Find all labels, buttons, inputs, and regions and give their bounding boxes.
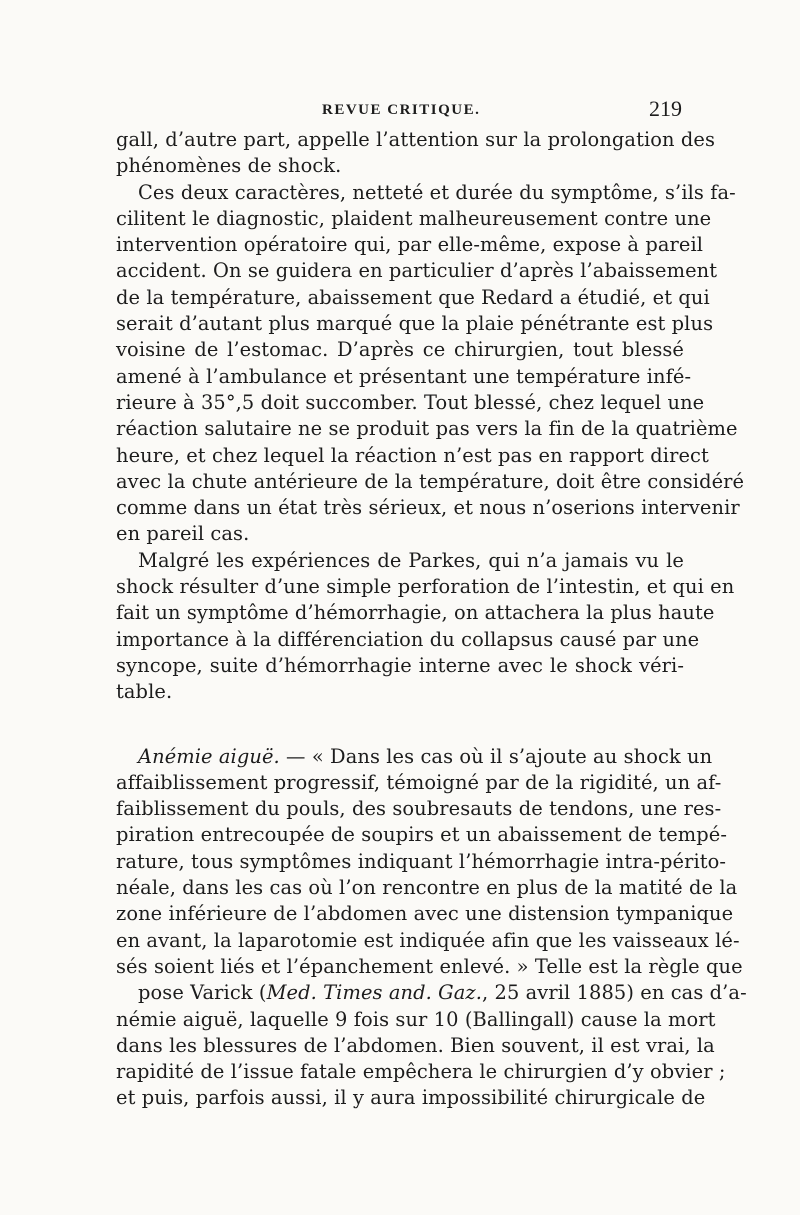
text-span: , 25 avril 1885) en cas d’a- <box>481 981 747 1005</box>
paragraph-anemie-aigue <box>116 744 747 1112</box>
text-line: accident. On se guidera en particulier d’après l’abaissement <box>116 259 718 283</box>
paragraph-1 <box>116 127 716 180</box>
text-line: réaction salutaire ne se produit pas vers la fin de la quatrième <box>116 417 738 441</box>
text-line: fait un symptôme d’hémorrhagie, on attachera la plus haute <box>116 601 715 625</box>
section-heading: Anémie aiguë. <box>138 744 280 768</box>
text-line: gall, d’autre part, appelle l’attention sur la prolongation des <box>116 128 716 151</box>
text-line <box>116 980 747 1006</box>
text-line: rature, tous symptômes indiquant l’hémorrhagie intra-périto- <box>116 849 727 873</box>
text-line: faiblissement du pouls, des soubresauts de tendons, une res- <box>116 797 722 821</box>
section-gap <box>116 706 684 744</box>
text-span: pose Varick ( <box>138 981 267 1005</box>
text-line: en avant, la laparotomie est indiquée afin que les vaisseaux lé- <box>116 928 740 952</box>
text-line: amené à l’ambulance et présentant une température infé- <box>116 364 692 388</box>
text-line: sés soient liés et l’épanchement enlevé. » Telle est la règle que <box>116 954 743 978</box>
text-line: shock résulter d’une simple perforation de l’intestin, et qui en <box>116 575 735 599</box>
text-line: syncope, suite d’hémorrhagie interne avec le shock véri- <box>116 653 684 677</box>
page-number: 219 <box>649 96 682 121</box>
text-line: importance à la différenciation du collapsus causé par une <box>116 627 700 651</box>
text-line <box>116 744 713 770</box>
citation: Med. Times and. Gaz. <box>266 981 482 1005</box>
text-line: rapidité de l’issue fatale empêchera le chirurgien d’y obvier ; <box>116 1060 726 1084</box>
page-body <box>116 127 747 1112</box>
text-line: Malgré les expériences de Parkes, qui n’a jamais vu le <box>138 548 684 572</box>
text-line: table. <box>116 680 173 704</box>
text-line: et puis, parfois aussi, il y aura impossibilité chirurgicale de <box>116 1086 706 1110</box>
running-head: REVUE CRITIQUE. <box>322 102 481 118</box>
text-line: en pareil cas. <box>116 522 250 546</box>
text-line: Ces deux caractères, netteté et durée du symptôme, s’ils fa- <box>138 180 736 204</box>
text-line: de la température, abaissement que Redard a étudié, et qui <box>116 285 710 309</box>
text-span: — « Dans les cas où il s’ajoute au shock un <box>279 744 713 768</box>
text-line: némie aiguë, laquelle 9 fois sur 10 (Ballingall) cause la mort <box>116 1007 716 1031</box>
text-line: voisine de l’estomac. D’après ce chirurgien, tout blessé <box>116 338 684 362</box>
text-line: avec la chute antérieure de la température, doit être considéré <box>116 469 745 493</box>
page-header <box>114 96 682 124</box>
text-line: piration entrecoupée de soupirs et un abaissement de tempé- <box>116 823 728 847</box>
text-line: cilitent le diagnostic, plaident malheureusement contre une <box>116 206 712 230</box>
text-line: intervention opératoire qui, par elle-même, expose à pareil <box>116 233 704 257</box>
text-line: rieure à 35°,5 doit succomber. Tout blessé, chez lequel une <box>116 390 705 414</box>
text-line: zone inférieure de l’abdomen avec une distension tympanique <box>116 902 734 926</box>
text-line: néale, dans les cas où l’on rencontre en plus de la matité de la <box>116 876 738 900</box>
text-line: comme dans un état très sérieux, et nous n’oserions intervenir <box>116 496 740 520</box>
paragraph-3 <box>116 548 735 706</box>
text-line: affaiblissement progressif, témoigné par de la rigidité, un af- <box>116 770 722 794</box>
text-line: heure, et chez lequel la réaction n’est pas en rapport direct <box>116 443 709 467</box>
paragraph-2 <box>116 180 745 548</box>
text-line: phénomènes de shock. <box>116 154 342 178</box>
text-line: dans les blessures de l’abdomen. Bien souvent, il est vrai, la <box>116 1033 715 1057</box>
text-line: serait d’autant plus marqué que la plaie pénétrante est plus <box>116 312 714 336</box>
